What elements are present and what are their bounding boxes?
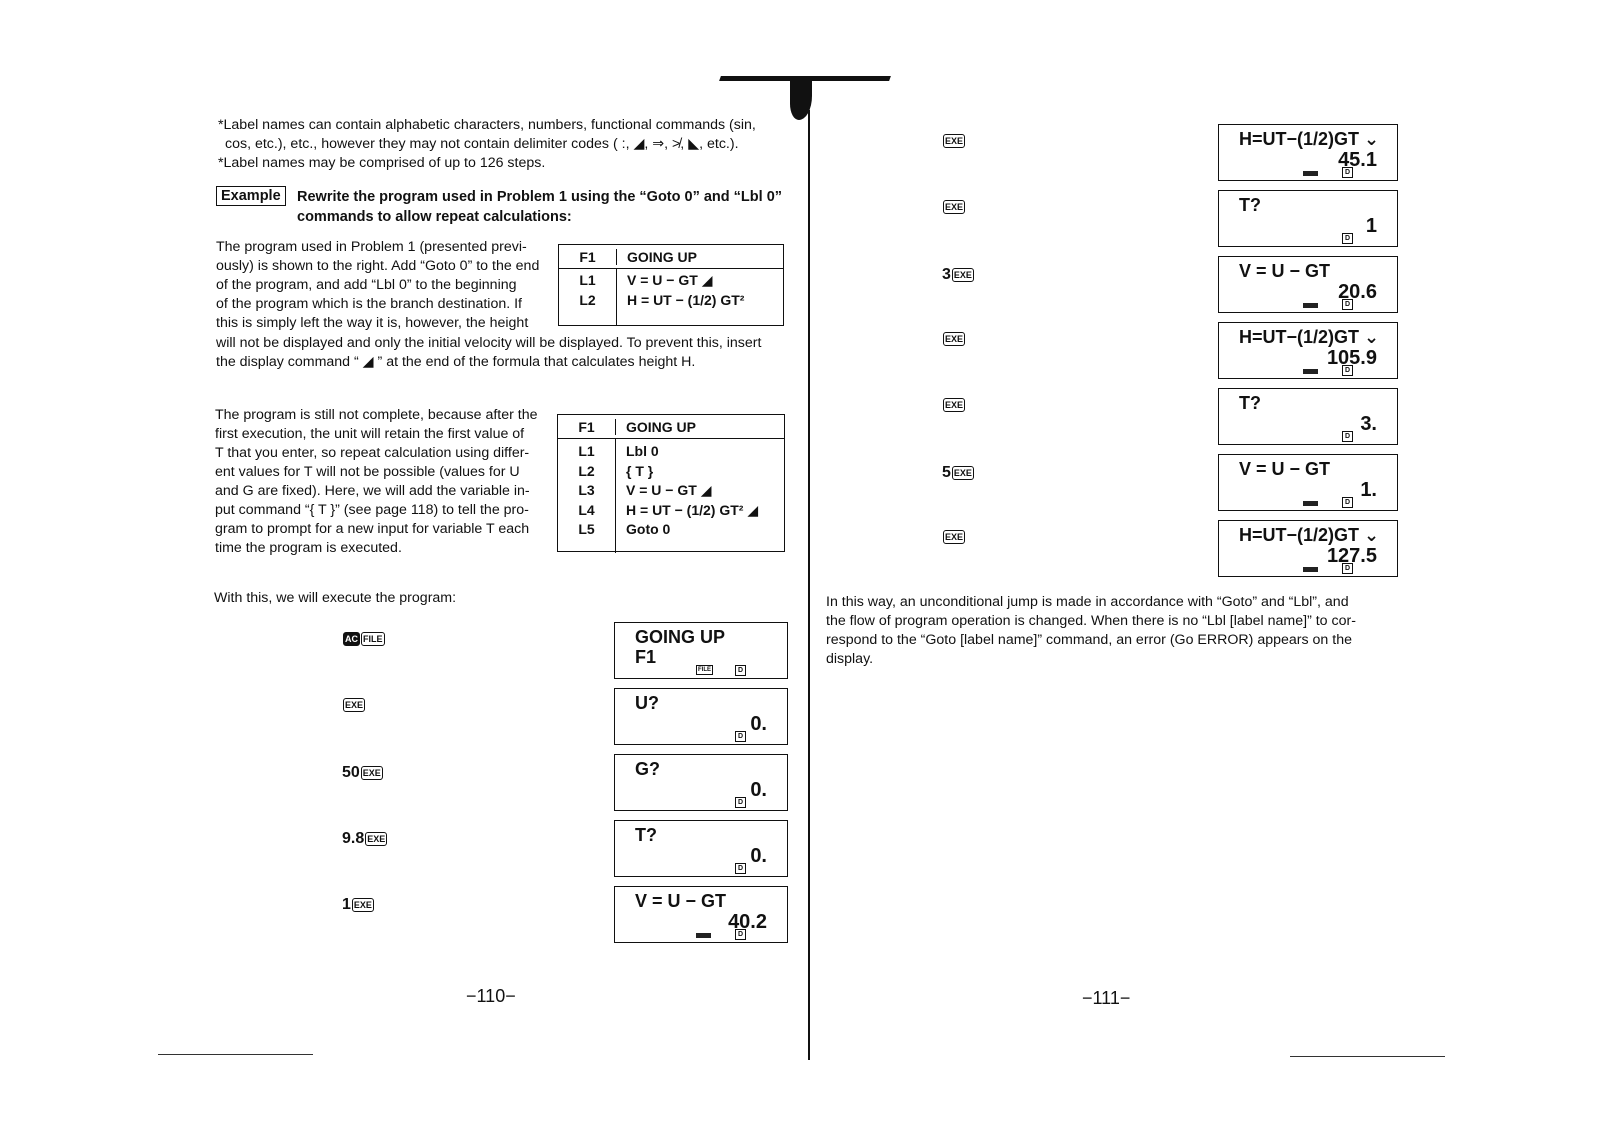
- exe-key-icon: EXE: [345, 700, 364, 710]
- paragraph-2: [215, 406, 555, 558]
- para2-line: T that you enter, so repeat calculation using differ-: [215, 445, 530, 461]
- summary-line: respond to the “Goto [label name]” command, an error (Go ERROR) appears on the: [826, 632, 1352, 648]
- prog2-line-code: Lbl 0: [626, 443, 659, 459]
- exe-key-icon: EXE: [945, 400, 964, 410]
- para2-line: ent values for T will not be possible (values for U: [215, 464, 520, 480]
- key-sequence: [942, 530, 965, 544]
- key-prefix: 5: [942, 464, 951, 481]
- para1-line: of the program, and add “Lbl 0” to the beginning: [216, 277, 517, 293]
- key-sequence: [942, 266, 974, 284]
- key-sequence: [942, 134, 965, 148]
- degree-mode-indicator: D: [1342, 365, 1353, 376]
- para1-line: of the program which is the branch destination. If: [216, 296, 522, 312]
- key-sequence: [942, 332, 965, 346]
- prog2-line-code: Goto 0: [626, 521, 671, 537]
- paragraph-1: [216, 238, 556, 333]
- degree-mode-indicator: D: [735, 797, 746, 808]
- prog2-line-key: L4: [578, 501, 595, 518]
- prog1-line-code: H = UT − (1/2) GT²: [627, 291, 745, 308]
- page-number-left: −110−: [466, 986, 516, 1006]
- calculator-display: [1218, 454, 1398, 511]
- degree-mode-indicator: D: [1342, 299, 1353, 310]
- example-title-line-2: commands to allow repeat calculations:: [297, 209, 572, 225]
- disp-indicator: [1303, 501, 1318, 506]
- display-result: 0.: [750, 845, 767, 867]
- display-result: 20.6: [1338, 281, 1377, 303]
- summary-line: the flow of program operation is changed. When there is no “Lbl [label name]” to cor-: [826, 613, 1356, 629]
- key-prefix: 3: [942, 266, 951, 283]
- prog1-line-code: V = U − GT ◢: [627, 272, 713, 288]
- exe-key-icon: EXE: [353, 900, 372, 910]
- display-result: 45.1: [1338, 149, 1377, 171]
- para1-line: ously) is shown to the right. Add “Goto 0” to the end: [216, 258, 540, 274]
- para2-line: gram to prompt for a new input for variable T each: [215, 521, 530, 537]
- degree-mode-indicator: D: [1342, 167, 1353, 178]
- display-line-1: T?: [635, 825, 657, 845]
- note-line-2: cos, etc.), etc., however they may not contain delimiter codes ( :, ◢, ⇒, ≯, ◣, etc.).: [225, 136, 739, 152]
- execute-intro: With this, we will execute the program:: [214, 590, 457, 606]
- degree-mode-indicator: D: [1342, 233, 1353, 244]
- display-result: 0.: [750, 713, 767, 735]
- program-listing-1: [558, 244, 784, 326]
- ac-key-icon: AC: [345, 634, 358, 644]
- exe-key-icon: EXE: [945, 202, 964, 212]
- disp-indicator: [1303, 567, 1318, 572]
- exe-key-icon: EXE: [945, 334, 964, 344]
- para1-cont-line: the display command “ ◢ ” at the end of the formula that calculates height H.: [216, 354, 696, 370]
- prog2-line-code: V = U − GT ◢: [626, 482, 712, 498]
- prog1-line-key: L1: [579, 272, 596, 288]
- calculator-display: [614, 754, 788, 811]
- prog2-line-code: H = UT − (1/2) GT² ◢: [626, 501, 759, 518]
- display-result: 127.5: [1326, 545, 1377, 567]
- degree-mode-indicator: D: [735, 863, 746, 874]
- key-prefix: 50: [342, 764, 360, 781]
- calculator-display: [1218, 124, 1398, 181]
- file-key-icon: FILE: [363, 634, 383, 644]
- key-sequence: [342, 632, 385, 646]
- disp-indicator: [1303, 369, 1318, 374]
- exe-key-icon: EXE: [945, 532, 964, 542]
- disp-indicator: [1303, 171, 1318, 176]
- display-line-1: U?: [635, 693, 659, 713]
- display-line-1: H=UT−(1/2)GT ⌄: [1239, 525, 1380, 545]
- calculator-display: [614, 688, 788, 745]
- degree-mode-indicator: D: [1342, 497, 1353, 508]
- paragraph-1-continued: [216, 334, 796, 372]
- display-line-1: T?: [1239, 393, 1261, 413]
- display-result: 40.2: [728, 911, 767, 933]
- calculator-display: [1218, 190, 1398, 247]
- example-title: [297, 187, 782, 227]
- key-sequence: [942, 398, 965, 412]
- calculator-display: [614, 886, 788, 943]
- key-sequence: [342, 764, 383, 782]
- disp-indicator: [696, 933, 711, 938]
- degree-mode-indicator: D: [735, 929, 746, 940]
- exe-key-icon: EXE: [362, 768, 381, 778]
- display-result: 105.9: [1326, 347, 1377, 369]
- display-line-1: H=UT−(1/2)GT ⌄: [1239, 327, 1380, 347]
- page-number-right: −111−: [1082, 988, 1131, 1008]
- para2-line: time the program is executed.: [215, 540, 402, 556]
- prog2-line-key: L3: [578, 482, 595, 498]
- display-line-1: H=UT−(1/2)GT ⌄: [1239, 129, 1380, 149]
- note-line-3: *Label names may be comprised of up to 126 steps.: [218, 155, 546, 171]
- key-sequence: [342, 896, 374, 914]
- calculator-display: [1218, 256, 1398, 313]
- para2-line: put command “{ T }” (see page 118) to tell the pro-: [215, 502, 529, 518]
- key-prefix: 1: [342, 896, 351, 913]
- display-line-1: V = U − GT: [1239, 459, 1331, 479]
- display-line-1: GOING UP: [635, 627, 726, 647]
- exe-key-icon: EXE: [953, 270, 972, 280]
- page-spine: [808, 110, 810, 1060]
- key-prefix: 9.8: [342, 830, 365, 847]
- display-result: 0.: [750, 779, 767, 801]
- display-line-1: T?: [1239, 195, 1261, 215]
- key-sequence: [342, 698, 365, 712]
- display-line-1: V = U − GT: [635, 891, 727, 911]
- key-sequence: [942, 200, 965, 214]
- note-line-1: *Label names can contain alphabetic characters, numbers, functional commands (sin,: [218, 117, 756, 133]
- example-badge: Example: [216, 186, 286, 206]
- prog2-header-key: F1: [558, 419, 616, 435]
- para2-line: The program is still not complete, because after the: [215, 407, 538, 423]
- exe-key-icon: EXE: [367, 834, 386, 844]
- degree-mode-indicator: D: [735, 731, 746, 742]
- para1-line: The program used in Problem 1 (presented previ-: [216, 239, 527, 255]
- degree-mode-indicator: D: [1342, 431, 1353, 442]
- para1-cont-line: will not be displayed and only the initial velocity will be displayed. To prevent this, insert: [216, 335, 762, 351]
- key-sequence: [342, 830, 387, 848]
- prog2-header-name: GOING UP: [626, 418, 697, 435]
- bottom-rule-left: [158, 1054, 313, 1055]
- key-sequence: [942, 464, 974, 482]
- display-result: 3.: [1360, 413, 1377, 435]
- display-result: 1.: [1360, 479, 1377, 501]
- display-line-1: V = U − GT: [1239, 261, 1331, 281]
- example-title-line-1: Rewrite the program used in Problem 1 using the “Goto 0” and “Lbl 0”: [297, 189, 783, 205]
- disp-indicator: [1303, 303, 1318, 308]
- prog2-line-key: L2: [578, 462, 595, 479]
- calculator-display: [614, 820, 788, 877]
- summary-paragraph: [826, 593, 1406, 669]
- prog2-line-key: L5: [578, 521, 595, 537]
- calculator-display: [614, 622, 788, 679]
- para1-line: this is simply left the way it is, however, the height: [216, 315, 529, 331]
- prog2-line-key: L1: [578, 443, 595, 459]
- para2-line: first execution, the unit will retain the first value of: [215, 426, 525, 442]
- para2-line: and G are fixed). Here, we will add the variable in-: [215, 483, 530, 499]
- display-line-2: F1: [635, 647, 657, 667]
- summary-line: display.: [826, 651, 874, 667]
- prog1-line-key: L2: [579, 291, 596, 308]
- calculator-display: [1218, 322, 1398, 379]
- display-line-1: G?: [635, 759, 660, 779]
- label-notes: [218, 116, 788, 173]
- prog1-header-key: F1: [559, 249, 617, 265]
- calculator-display: [1218, 388, 1398, 445]
- prog1-header-name: GOING UP: [627, 248, 698, 265]
- summary-line: In this way, an unconditional jump is made in accordance with “Goto” and “Lbl”, and: [826, 594, 1349, 610]
- exe-key-icon: EXE: [945, 136, 964, 146]
- display-result: 1: [1365, 215, 1377, 237]
- bottom-rule-right: [1290, 1056, 1445, 1057]
- degree-mode-indicator: D: [735, 665, 746, 676]
- file-indicator: FILE: [698, 667, 711, 673]
- calculator-display: [1218, 520, 1398, 577]
- exe-key-icon: EXE: [953, 468, 972, 478]
- degree-mode-indicator: D: [1342, 563, 1353, 574]
- program-listing-2: [557, 414, 785, 552]
- prog2-line-code: { T }: [626, 462, 654, 479]
